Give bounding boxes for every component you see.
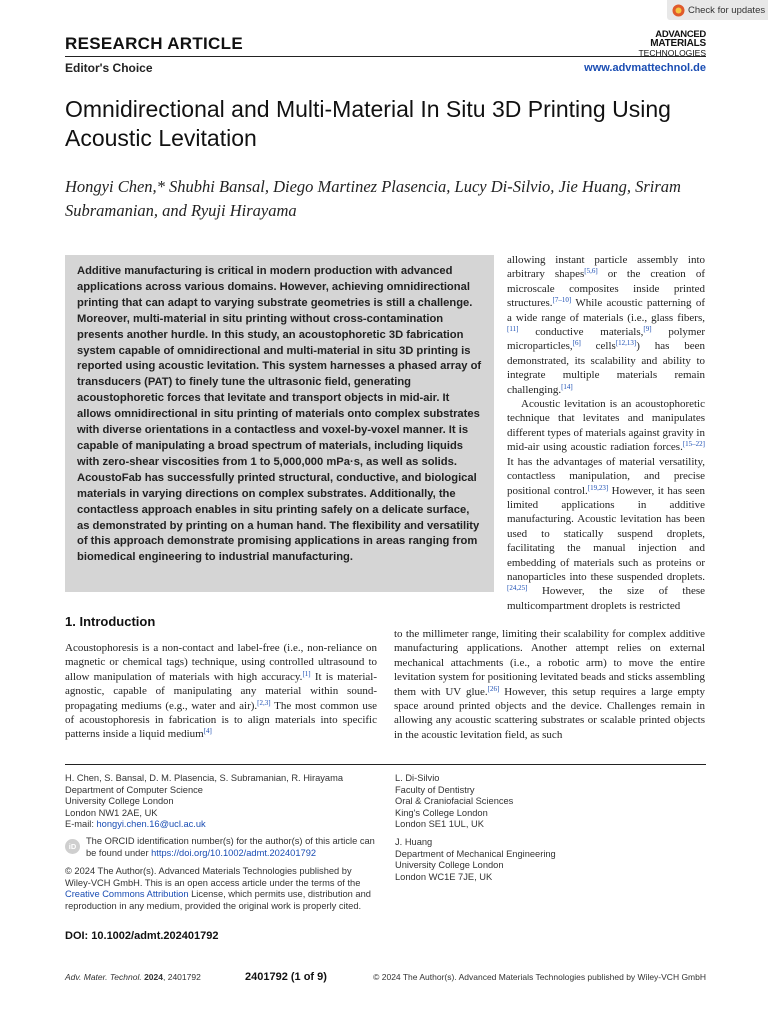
affiliation-line: King's College London (395, 807, 488, 818)
paragraph: to the millimeter range, limiting their scalability for complex additive manufacturing applications. Another attempt relies on external mechanical attachments (i.e., a robotic arm) to move the entire levitation system for positioning levitated beads and sticks assembling them with UV glue.[26] However, this setup requires a large empty space around printed objects and the device. Challenges remain in allowing any acoustic scattering substrates or scalable printed objects in the acoustic levitation field, as such (394, 628, 705, 741)
citation-link[interactable]: [6] (572, 339, 581, 348)
affiliation-name: L. Di-Silvio (395, 773, 440, 783)
affiliation-left (65, 773, 385, 831)
citation-link[interactable]: [12,13] (615, 339, 637, 348)
affiliation-line: University College London (395, 860, 504, 871)
footer-citation: Adv. Mater. Technol. 2024, 2401792 (65, 972, 201, 982)
paragraph: allowing instant particle assembly into arbitrary shapes[5,6] or the creation of microscale composites inside printed structures.[7–10] While acoustic patterning of a wide range of materials (i.e., glass fibers,[11] conductive materials,[9] polymer microparticles,[6] cells[12,13]) has been demonstrated, its scalability and ability to integrate multiple materials remain challenging.[14] (507, 254, 705, 396)
abstract-text: Additive manufacturing is critical in modern production with advanced applications across various domains. However, achieving omnidirectional printing that can adapt to varying substrate geometries is still a challenge. Moreover, multi-material in situ printing without cross-contamination presents another hurdle. In this study, an acoustophoretic 3D fabrication system capable of omnidirectional and multi-material in situ 3D printing is reported using acoustic levitation. This system harnesses a phased array of transducers (PAT) to finely tune the ultrasonic field, generating acoustophoretic forces that levitate and transport objects in mid-air. It allows omnidirectional in situ printing of materials onto complex substrates with diverse orientations in a contactless and voxel-by-voxel manner. It is capable of manipulating a broad spectrum of materials, including liquids with zero-shear viscosities from 1 to 5,000,000 mPa·s, as well as solids. AcoustoFab has successfully printed structural, conductive, and biological materials in varying directions on complex substrates. Additionally, the contactless approach enables in situ printing safely on a delicate surface, as demonstrated by printing on a human hand. The flexibility and versatility of this approach demonstrate promising applications in areas ranging from biomedical engineering to industrial manufacturing. (77, 265, 482, 564)
orcid-doi-link[interactable]: https://doi.org/10.1002/admt.202401792 (151, 847, 317, 858)
affiliation-block (395, 837, 695, 883)
citation-link[interactable]: [7–10] (552, 296, 572, 305)
license-note: © 2024 The Author(s). Advanced Materials Technologies published by Wiley-VCH GmbH. This is an open access article under the terms of the Creative Commons Attribution License, which permits use, distribution and reproduction in any medium, provided the original work is properly cited. (65, 866, 371, 911)
citation-link[interactable]: [9] (643, 325, 652, 334)
journal-url-link[interactable]: www.advmattechnol.de (584, 62, 706, 74)
citation-link[interactable]: [1] (302, 669, 311, 678)
intro-left-column (65, 641, 377, 742)
footnote-rule (65, 764, 706, 765)
section-heading: 1. Introduction (65, 614, 156, 629)
affiliation-uni: University College London (65, 796, 174, 807)
paragraph: Acoustophoresis is a non-contact and label-free (i.e., non-reliance on magnetic or chemical tags) technique, using controlled ultrasound to allow manipulation of materials with high accuracy.[1] It is material-agnostic, capable of manipulating any material within sound-propagating mediums (e.g., water and air).[2,3] The most common use of acoustophoresis in fabrication is to align materials into specific patterns inside a liquid medium[4] (65, 642, 377, 741)
journal-logo-line: MATERIALS (650, 38, 706, 49)
intro-right-column-bottom (394, 627, 705, 742)
journal-logo-line: TECHNOLOGIES (638, 48, 706, 58)
affiliation-email-row: E-mail: hongyi.chen.16@ucl.ac.uk (65, 819, 206, 830)
orcid-note (65, 836, 385, 859)
page-number: 2401792 (1 of 9) (245, 971, 327, 983)
citation-link[interactable]: [14] (561, 382, 573, 391)
affiliation-city: London NW1 2AE, UK (65, 807, 158, 818)
citation-link[interactable]: [11] (507, 325, 519, 334)
page-footer (65, 971, 706, 985)
paragraph: Acoustic levitation is an acoustophoretic technique that levitates and manipulates different types of materials against gravity in mid-air using acoustic radiation forces.[15–22] It has the advantages of material versatility, contactless manipulation, and precise positional control.[19,23] However, it has seen limited applications in additive manufacturing. Acoustic levitation has been used to statically suspend droplets, facilitating the manual injection and embedding of materials such as proteins or nanoparticles into these suspended droplets.[24,25] However, the size of these multicompartment droplets is restricted (507, 398, 705, 612)
article-title: Omnidirectional and Multi-Material In Situ 3D Printing Using Acoustic Levitation (65, 96, 671, 151)
affiliation-line: Oral & Craniofacial Sciences (395, 796, 514, 807)
citation-link[interactable]: [19,23] (587, 483, 609, 492)
affiliation-line: Faculty of Dentistry (395, 784, 475, 795)
check-for-updates-badge[interactable] (667, 0, 768, 20)
affiliation-line: London SE1 1UL, UK (395, 819, 484, 830)
affiliation-block (395, 773, 695, 831)
intro-right-column-top (507, 253, 705, 613)
citation-link[interactable]: [2,3] (257, 698, 271, 707)
citation-link[interactable]: [15–22] (682, 440, 705, 449)
check-updates-label: Check for updates (688, 4, 766, 16)
article-type: RESEARCH ARTICLE (65, 34, 243, 53)
journal-logo-line: ADVANCED (655, 29, 706, 40)
abstract-box (65, 255, 494, 592)
citation-link[interactable]: [5,6] (584, 267, 598, 276)
citation-link[interactable]: [24,25] (507, 584, 528, 593)
affiliation-line: London WC1E 7JE, UK (395, 871, 493, 882)
section-label: Editor's Choice (65, 61, 153, 75)
affiliation-name: J. Huang (395, 836, 433, 847)
footer-copyright: © 2024 The Author(s). Advanced Materials Technologies published by Wiley-VCH GmbH (373, 972, 706, 982)
orcid-text: The ORCID identification number(s) for the author(s) of this article can be found under https://doi.org/10.1002/admt.202401792 (86, 836, 375, 858)
affiliation-names: H. Chen, S. Bansal, D. M. Plasencia, S. Subramanian, R. Hirayama (65, 773, 343, 783)
affiliation-line: Department of Mechanical Engineering (395, 848, 556, 859)
creative-commons-link[interactable]: Creative Commons Attribution (65, 889, 189, 900)
header-rule (65, 56, 706, 57)
journal-logo (630, 30, 706, 60)
check-updates-icon (672, 4, 685, 17)
author-list: Hongyi Chen,* Shubhi Bansal, Diego Martinez Plasencia, Lucy Di-Silvio, Jie Huang, Sriram Subramanian, and Ryuji Hirayama (65, 177, 681, 220)
email-link[interactable]: hongyi.chen.16@ucl.ac.uk (96, 819, 206, 830)
citation-link[interactable]: [4] (203, 727, 212, 736)
orcid-icon: iD (65, 839, 80, 854)
affiliation-right (395, 773, 695, 889)
affiliation-dept: Department of Computer Science (65, 784, 203, 795)
article-doi: DOI: 10.1002/admt.202401792 (65, 930, 219, 942)
citation-link[interactable]: [26] (487, 684, 500, 693)
